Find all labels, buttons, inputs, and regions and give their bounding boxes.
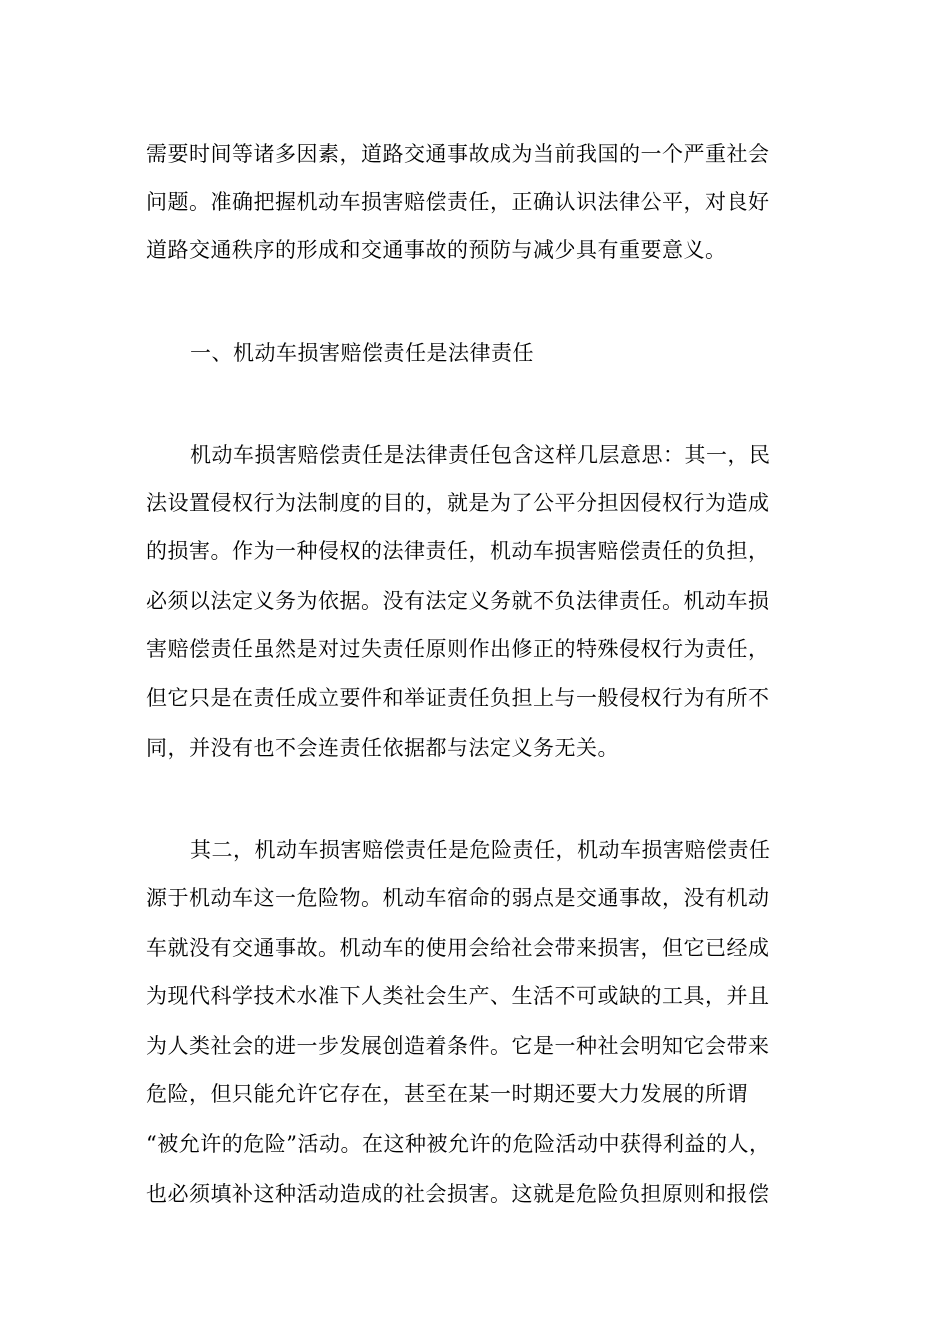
paragraph2-line-5: 为人类社会的进一步发展创造着条件。它是一种社会明知它会带来 — [146, 1034, 770, 1058]
paragraph2-line-6: 危险，但只能允许它存在，甚至在某一时期还要大力发展的所谓 — [146, 1082, 748, 1106]
paragraph1-line-1: 机动车损害赔偿责任是法律责任包含这样几层意思：其一，民 — [190, 443, 771, 467]
paragraph1-line-5: 害赔偿责任虽然是对过失责任原则作出修正的特殊侵权行为责任， — [146, 637, 770, 661]
paragraph2-line-3: 车就没有交通事故。机动车的使用会给社会带来损害，但它已经成 — [146, 936, 770, 960]
paragraph2-line-8: 也必须填补这种活动造成的社会损害。这就是危险负担原则和报偿 — [146, 1182, 770, 1206]
paragraph2-line-4: 为现代科学技术水准下人类社会生产、生活不可或缺的工具，并且 — [146, 984, 770, 1008]
intro-line-1: 需要时间等诸多因素，道路交通事故成为当前我国的一个严重社会 — [146, 142, 770, 166]
paragraph1-line-2: 法设置侵权行为法制度的目的，就是为了公平分担因侵权行为造成 — [146, 491, 770, 515]
section-heading: 一、机动车损害赔偿责任是法律责任 — [190, 341, 534, 365]
paragraph1-line-7: 同，并没有也不会连责任依据都与法定义务无关。 — [146, 736, 619, 760]
paragraph1-line-3: 的损害。作为一种侵权的法律责任，机动车损害赔偿责任的负担， — [146, 539, 770, 563]
paragraph2-line-7: “被允许的危险”活动。在这种被允许的危险活动中获得利益的人， — [146, 1132, 771, 1156]
paragraph1-line-6: 但它只是在责任成立要件和举证责任负担上与一般侵权行为有所不 — [146, 686, 770, 710]
intro-line-2: 问题。准确把握机动车损害赔偿责任，正确认识法律公平，对良好 — [146, 190, 770, 214]
paragraph2-line-1: 其二，机动车损害赔偿责任是危险责任，机动车损害赔偿责任 — [190, 838, 771, 862]
intro-line-3: 道路交通秩序的形成和交通事故的预防与减少具有重要意义。 — [146, 238, 727, 262]
paragraph2-line-2: 源于机动车这一危险物。机动车宿命的弱点是交通事故，没有机动 — [146, 886, 770, 910]
paragraph1-line-4: 必须以法定义务为依据。没有法定义务就不负法律责任。机动车损 — [146, 589, 770, 613]
